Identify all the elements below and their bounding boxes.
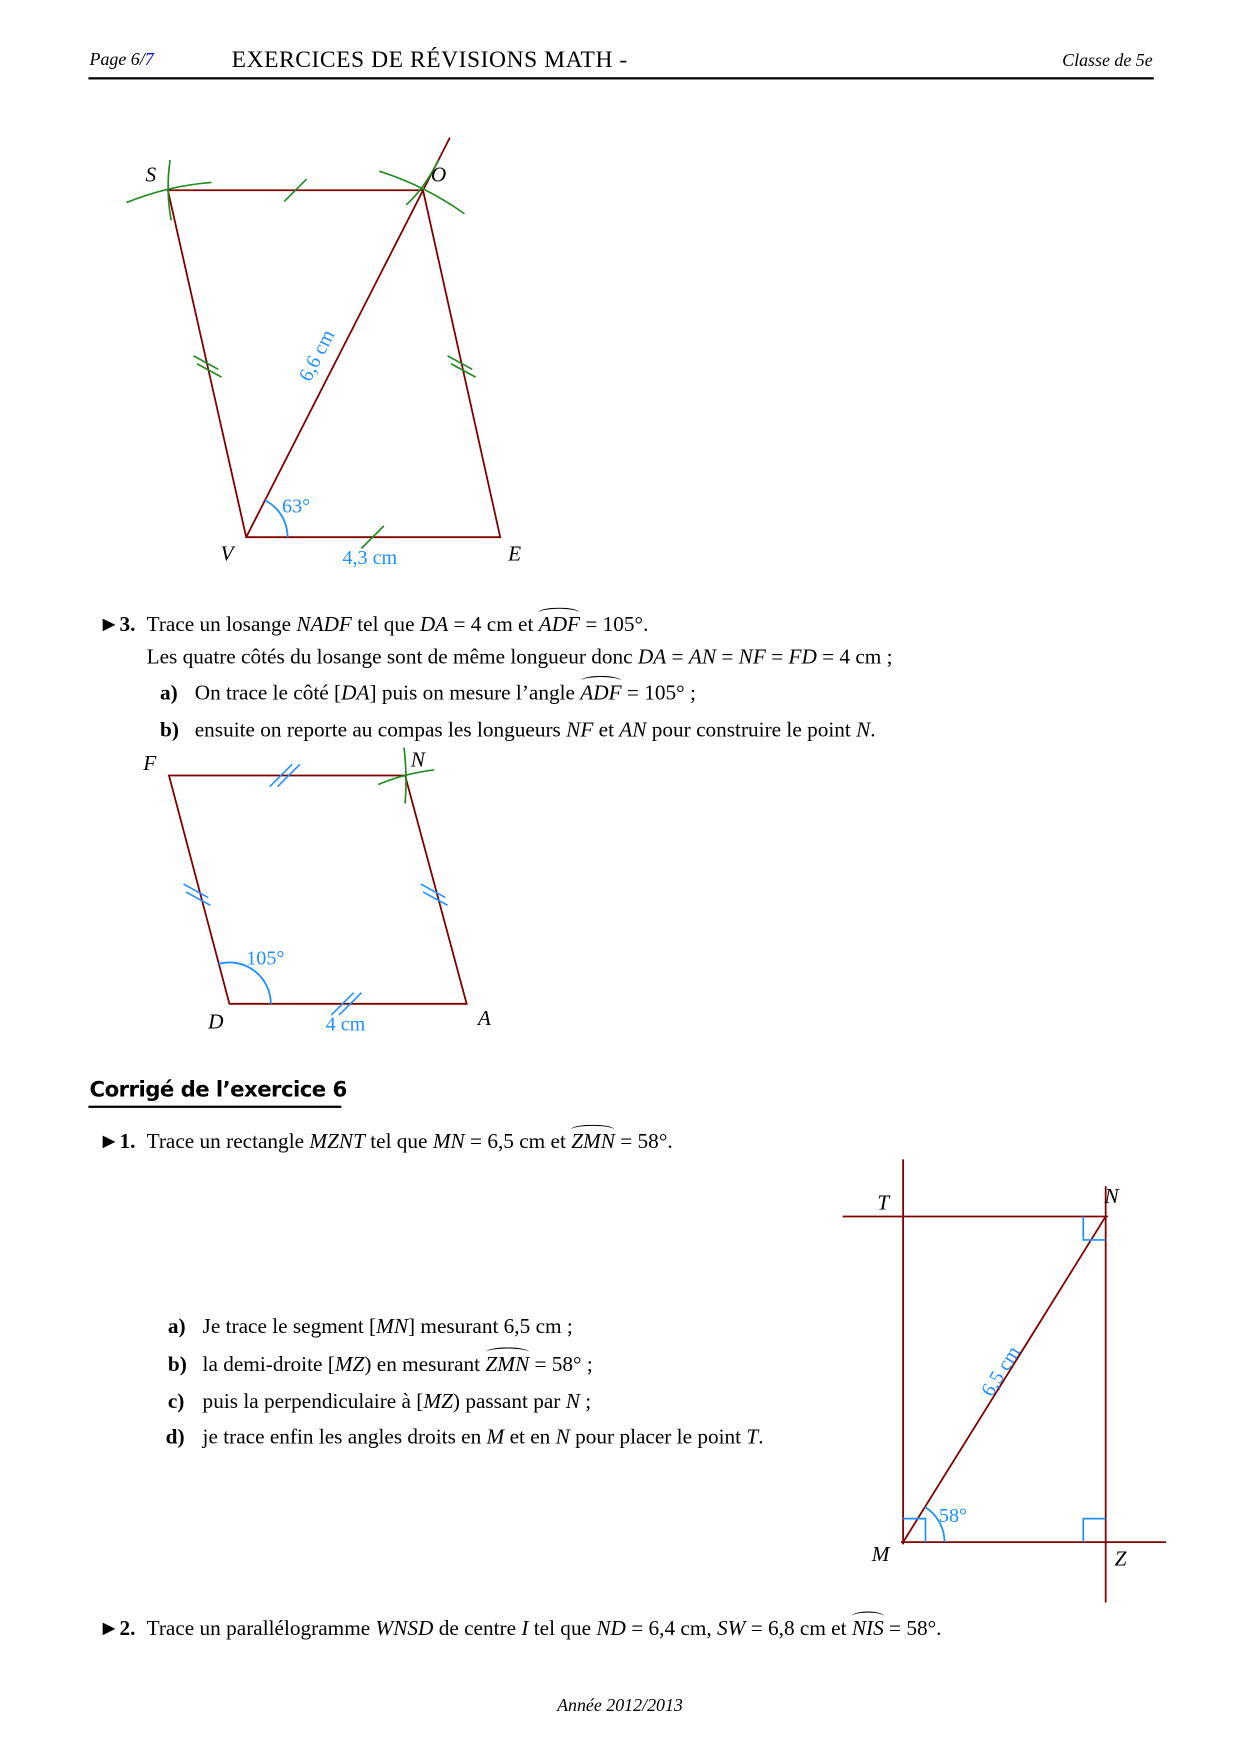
exercise-marker: ►3. [98, 613, 136, 637]
text-segment: la demi-droite [ [202, 1352, 335, 1377]
angle-label: 105° [246, 947, 285, 970]
math-segment: DA [419, 613, 449, 637]
math-segment: MN [376, 1314, 409, 1339]
diagonal-length-label: 6,6 cm [294, 326, 340, 386]
text-segment: de centre [433, 1617, 522, 1641]
point-label-s: S [145, 162, 157, 187]
angle-label: 58° [938, 1504, 968, 1527]
math-segment: WNSD [375, 1617, 434, 1641]
text-segment: tel que [364, 1130, 433, 1154]
text-segment: = 105° ; [621, 681, 696, 706]
math-segment: M [486, 1425, 505, 1450]
class-label: Classe de 5e [1062, 51, 1153, 71]
text-segment: ) en mesurant [364, 1352, 486, 1377]
point-label-t: T [877, 1190, 890, 1215]
math-segment: MZ [334, 1352, 365, 1377]
text-segment: Trace un losange [146, 613, 297, 637]
point-label-m: M [871, 1542, 890, 1567]
base-length-label: 4,3 cm [342, 547, 398, 570]
figure-rhombus-nadf [142, 748, 492, 1036]
exercise-marker: ►2. [98, 1617, 136, 1641]
point-label-n: N [410, 747, 425, 772]
math-segment: MN [432, 1130, 465, 1154]
page-total-link[interactable]: 7 [144, 50, 154, 70]
text-segment: tel que [528, 1617, 597, 1641]
math-segment: T [746, 1425, 759, 1450]
math-segment: SW [717, 1617, 746, 1641]
exercise-marker: ►1. [98, 1130, 136, 1154]
rhombus-outline [169, 776, 467, 1004]
math-segment: DA [341, 681, 370, 706]
step-label: b) [160, 718, 179, 742]
text-segment: ensuite on reporte au compas les longueurs [194, 718, 567, 742]
diagonal-vo [246, 138, 450, 538]
angle-notation: ADF [538, 613, 581, 637]
math-segment: MZNT [309, 1130, 365, 1154]
angle-notation: NIS [851, 1617, 884, 1641]
angle-label: 63° [282, 495, 311, 518]
angle-notation: ZMN [485, 1352, 530, 1377]
text-segment: et [593, 718, 620, 742]
math-segment: I [521, 1617, 529, 1641]
text-segment: = [765, 645, 789, 670]
text-segment: = 58°. [614, 1130, 673, 1154]
base-length-label: 4 cm [325, 1013, 366, 1036]
text-segment: = [716, 645, 739, 670]
footer-year: Année 2012/2013 [557, 1696, 683, 1716]
text-segment: . [870, 718, 876, 742]
text-segment: = 4 cm et [448, 613, 539, 637]
point-label-n: N [1104, 1184, 1119, 1209]
angle-notation: ZMN [571, 1130, 615, 1154]
text-segment: = 4 cm ; [816, 645, 893, 670]
text-segment: = 6,8 cm et [745, 1617, 852, 1641]
text-segment: ) passant par [452, 1389, 566, 1414]
math-segment: AN [619, 718, 647, 742]
text-segment: = [666, 645, 689, 670]
step-label: d) [165, 1425, 185, 1450]
compass-arcs [126, 160, 475, 548]
text-segment: Je trace le segment [ [202, 1314, 377, 1339]
text-segment: pour placer le point [569, 1425, 747, 1450]
text-segment: ] mesurant 6,5 cm ; [408, 1314, 573, 1339]
text-segment: ] puis on mesure l’angle [369, 681, 581, 706]
text-segment: On trace le côté [ [194, 681, 342, 706]
text-segment: = 58° ; [529, 1352, 593, 1377]
math-segment: NF [566, 718, 594, 742]
point-label-e: E [508, 541, 522, 566]
math-segment: NF [738, 645, 766, 670]
text-segment: . [758, 1425, 764, 1450]
text-segment: = 6,4 cm, [625, 1617, 718, 1641]
step-label: c) [167, 1389, 185, 1414]
step-label: a) [167, 1314, 186, 1339]
point-label-d: D [208, 1009, 224, 1034]
figure-parallelogram-sove [126, 138, 521, 569]
point-label-o: O [430, 162, 447, 187]
step-label: b) [167, 1352, 187, 1377]
figure-rectangle-mznt [843, 1159, 1166, 1602]
math-segment: NADF [296, 613, 352, 637]
math-segment: N [565, 1389, 580, 1414]
text-segment: tel que [351, 613, 420, 637]
point-label-z: Z [1114, 1546, 1127, 1571]
point-label-v: V [220, 541, 234, 566]
text-segment: ; [579, 1389, 592, 1414]
math-segment: ND [596, 1617, 626, 1641]
angle-notation: ADF [580, 681, 622, 706]
math-segment: FD [788, 645, 817, 670]
diagonal-length-label: 6,5 cm [977, 1342, 1025, 1401]
math-segment: AN [688, 645, 717, 670]
step-label: a) [160, 681, 178, 706]
text-segment: Trace un rectangle [146, 1130, 310, 1154]
text-segment: je trace enfin les angles droits en [202, 1425, 487, 1450]
point-label-f: F [143, 750, 157, 775]
text-segment: pour construire le point [646, 718, 857, 742]
math-segment: MZ [423, 1389, 453, 1414]
text-segment: = 105°. [580, 613, 649, 637]
page-number-text: Page 6/ [89, 50, 145, 70]
text-segment: puis la perpendiculaire à [ [202, 1389, 424, 1414]
text-segment: Les quatre côtés du losange sont de même longueur donc [146, 645, 638, 670]
section-heading: Corrigé de l’exercice 6 [89, 1077, 347, 1103]
text-segment: et en [504, 1425, 556, 1450]
text-segment: = 6,5 cm et [464, 1130, 572, 1154]
document-title: EXERCICES DE RÉVISIONS MATH - [231, 45, 628, 73]
math-segment: N [856, 718, 871, 742]
math-segment: N [555, 1425, 570, 1450]
math-segment: DA [637, 645, 667, 670]
text-segment: Trace un parallélogramme [146, 1617, 376, 1641]
point-label-a: A [477, 1006, 491, 1031]
text-segment: = 58°. [883, 1617, 942, 1641]
